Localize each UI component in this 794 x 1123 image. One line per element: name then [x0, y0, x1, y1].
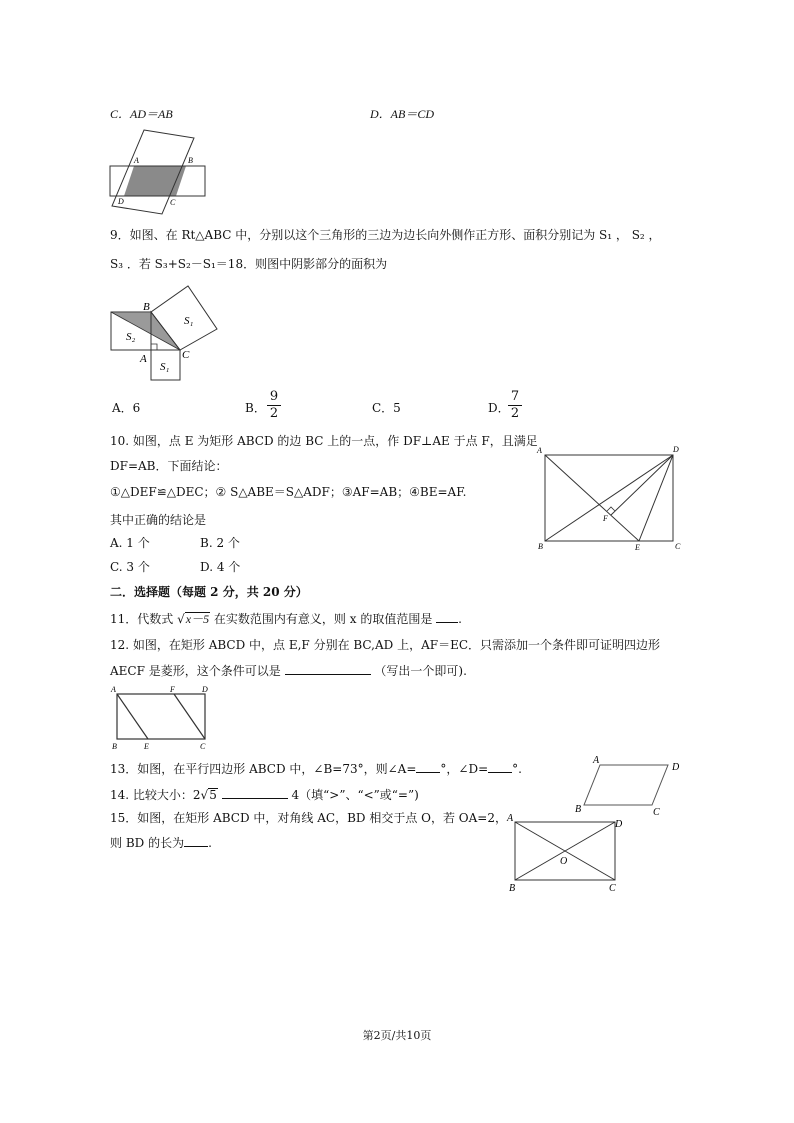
- q15-line2-end: .: [208, 836, 212, 850]
- q9-option-d-fraction: [508, 390, 522, 421]
- q14-suffix: 4（填“>”、“<”或“=”): [291, 788, 419, 802]
- q10-text-line2: DF=AB．下面结论：: [110, 459, 228, 473]
- q9-option-d-denominator: 2: [510, 406, 520, 421]
- q11-answer-blank[interactable]: [436, 610, 458, 623]
- q15-line2-prefix: 则 BD 的长为: [110, 836, 185, 850]
- q10-label-f: F: [603, 514, 608, 523]
- q13-label-c: C: [653, 807, 660, 818]
- q9-label-b: B: [143, 301, 150, 313]
- q15-label-a: A: [507, 813, 514, 824]
- q12-text-line2: [110, 662, 467, 679]
- q11-prefix: 11．代数式: [110, 612, 174, 626]
- q10-text-line4: 其中正确的结论是: [110, 513, 207, 527]
- q10-label-b: B: [538, 542, 543, 551]
- q8-label-c: C: [170, 198, 176, 207]
- q15-text-line1: 15．如图，在矩形 ABCD 中，对角线 AC，BD 相交于点 O，若 OA=2，: [110, 811, 507, 825]
- q15-figure: [505, 812, 630, 894]
- page-number: 第2页/共10页: [362, 1029, 432, 1042]
- q9-option-b-numerator: 9: [269, 389, 279, 404]
- q15-answer-blank[interactable]: [184, 834, 208, 847]
- q9-option-c: C．5: [372, 401, 401, 415]
- q8-label-a: A: [134, 156, 139, 165]
- q9-label-a: A: [140, 353, 147, 365]
- q15-label-c: C: [609, 883, 616, 894]
- q11-question: [110, 610, 462, 627]
- q12-text-line1: 12. 如图，在矩形 ABCD 中，点 E,F 分别在 BC,AD 上，AF＝EC．只需添加一个条件即可证明四边形: [110, 638, 661, 652]
- q13-label-d: D: [672, 762, 680, 773]
- q10-label-c: C: [675, 542, 681, 551]
- q9-option-d-numerator: 7: [510, 389, 520, 404]
- q9-label-c: C: [182, 349, 190, 361]
- q11-sqrt-sign: √: [177, 612, 185, 626]
- q9-label-s2: S₂: [126, 331, 136, 343]
- q13-answer-blank-a[interactable]: [416, 760, 440, 773]
- q11-suffix: 在实数范围内有意义，则 x 的取值范围是: [213, 612, 433, 626]
- q13-label-b: B: [575, 804, 582, 815]
- q8-label-d: D: [118, 197, 124, 206]
- q12-figure: [110, 684, 215, 754]
- q14-radical: 5: [209, 788, 217, 802]
- q13-question: [110, 760, 522, 777]
- q9-text-line2: S₃ ．若 S₃+S₂－S₁＝18．则图中阴影部分的面积为: [110, 257, 388, 271]
- q12-label-b: B: [112, 742, 117, 751]
- q10-text-line1: 10. 如图，点 E 为矩形 ABCD 的边 BC 上的一点，作 DF⊥AE 于点 F，且满足: [110, 434, 538, 448]
- q15-label-b: B: [509, 883, 516, 894]
- q12-line2-prefix: AECF 是菱形，这个条件可以是: [110, 664, 281, 678]
- q14-question: [110, 786, 419, 803]
- q13-answer-blank-d[interactable]: [488, 760, 512, 773]
- q13-prefix: 13．如图，在平行四边形 ABCD 中，∠B=73°，则∠A=: [110, 762, 417, 776]
- q14-answer-blank[interactable]: [222, 786, 288, 799]
- q12-label-d: D: [202, 685, 208, 694]
- q8-figure: [110, 130, 210, 215]
- q10-label-a: A: [537, 446, 542, 455]
- q12-label-a: A: [111, 685, 116, 694]
- q9-option-a: A．6: [112, 401, 141, 415]
- q8-option-c: C．AD＝AB: [110, 107, 173, 121]
- q9-option-d-label: D．: [488, 401, 510, 415]
- q13-mid: °，∠D=: [440, 762, 489, 776]
- q9-text-line1: 9．如图、在 Rt△ABC 中，分别以这个三角形的三边为边长向外侧作正方形、面积分别记为 S₁ ， S₂ ，: [110, 228, 661, 242]
- q10-figure: [535, 443, 685, 553]
- q10-option-b: B. 2 个: [200, 536, 240, 550]
- q14-sqrt-sign: √: [200, 788, 209, 802]
- q14-prefix: 14. 比较大小：2: [110, 788, 201, 802]
- q9-option-b-fraction: [267, 390, 281, 421]
- q10-option-c: C. 3 个: [110, 560, 150, 574]
- q15-text-line2: [110, 834, 212, 851]
- q15-label-d: D: [615, 819, 623, 830]
- q9-option-b-denominator: 2: [269, 406, 279, 421]
- q10-label-e: E: [635, 543, 640, 552]
- q10-option-a: A. 1 个: [110, 536, 150, 550]
- q9-option-b-label: B．: [245, 401, 266, 415]
- q13-end: °.: [512, 762, 522, 776]
- q10-label-d: D: [673, 445, 679, 454]
- q15-label-o: O: [560, 856, 568, 867]
- q11-end: .: [458, 612, 462, 626]
- q9-figure: [110, 282, 225, 382]
- q13-figure: [575, 754, 685, 819]
- q13-label-a: A: [593, 755, 600, 766]
- q10-option-d: D. 4 个: [200, 560, 241, 574]
- q9-label-s1-bottom: S₁: [160, 361, 170, 373]
- q10-text-line3: ①△DEF≌△DEC；② S△ABE＝S△ADF；③AF=AB；④BE=AF.: [110, 485, 467, 499]
- q8-option-d: D．AB＝CD: [370, 107, 434, 121]
- section-heading: 二．选择题（每题 2 分，共 20 分）: [110, 585, 308, 599]
- q12-answer-blank[interactable]: [285, 662, 371, 675]
- q8-label-b: B: [188, 156, 193, 165]
- q12-line2-suffix: （写出一个即可).: [374, 664, 467, 678]
- q12-label-f: F: [170, 685, 175, 694]
- q12-label-e: E: [144, 742, 149, 751]
- q12-label-c: C: [200, 742, 206, 751]
- q11-radical: x－5: [185, 612, 210, 626]
- q9-label-s1-right: S₁: [184, 315, 194, 327]
